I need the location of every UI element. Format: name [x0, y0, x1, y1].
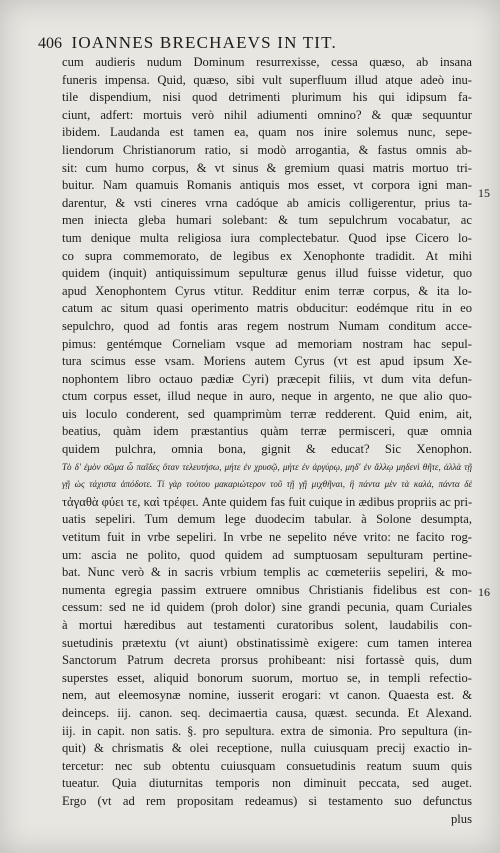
text-line: deinceps. iij. canon. seq. decimaertia causa, quæst. secunda. Et Alexand.: [62, 705, 472, 720]
text-line: beatius, quàm idem præstantius quàm terræ permisceri, quæ omnia: [62, 424, 472, 439]
text-line: ibidem. Laudanda est tamen ea, quam nos inire solemus nunc, sepe-: [62, 125, 472, 140]
text-line: nem, aut eleemosynæ nomine, iusserit erogari: vt canon. Quaesta est. &: [62, 688, 472, 703]
text-line: iij. in capit. non satis. §. pro sepultura. extra de simonia. Pro sepultura (in-: [62, 723, 472, 738]
text-line: tueatur. Quia diuturnitas temporis non diminuit peccata, sed auget.: [62, 776, 472, 791]
text-line: sit: cum humo corpus, & vt sinus & gremium quasi matris mortuo tri-: [62, 160, 472, 175]
text-line: tum denique multa religiosa iura complectebatur. Quod ipse Cicero lo-: [62, 230, 472, 245]
text-line: funeris impensa. Quid, quæso, sibi vult superfluum illud atque adeò inu-: [62, 72, 472, 87]
running-header: [38, 34, 458, 53]
greek-quotation-line: Τὸ δ' ἐμὸν σῶμα ὦ παῖδες ὅταν τελευτήσω, μήτε ἐν χρυσῷ, μήτε ἐν ἀργύρῳ, μηδ' ἐν ἄλλῳ μηδενὶ θῆτε, ἀλλὰ τῇ: [62, 461, 472, 472]
text-line: ciunt, adfert: mortuis verò nihil adiumenti omnino? & quæ sequuntur: [62, 107, 472, 122]
text-line: um: ascia ne polito, quod quidem ad sumptuosam sepulturam pertine-: [62, 547, 472, 562]
text-line: uis loculo conderent, sed quamprimùm terræ redderent. Quid enim, ait,: [62, 406, 472, 421]
text-line: darentur, & vsti cineres vrna cadóque ab amicis colligerentur, prius ta-: [62, 195, 472, 210]
catchword: plus: [451, 811, 472, 826]
text-line: superstes esset, aliquid bonorum suorum, mortuo se, in templi refectio-: [62, 670, 472, 685]
running-title: IOANNES BRECHAEVS IN TIT.: [71, 33, 337, 52]
text-line: Sanctorum Patrum decreta prorsus prohibeant: nisi fortassè quis, dum: [62, 653, 472, 668]
text-line: quidem pulchra, omnia bona, gignit & educat? Sic Xenophon.: [62, 442, 472, 457]
text-line: suetudinis prætextu (vt aiunt) obstinatissimè exigere: cum tamen interea: [62, 635, 472, 650]
text-line: liendorum Christianorum ratio, si modò arrogantia, & fastus omnis ab-: [62, 142, 472, 157]
text-line: buitur. Nam quamuis Romanis antiquis mos esset, vt corpora igni man-: [62, 178, 472, 193]
text-line: quidem (inquit) antiquissimum sepulturæ genus illud fuisse videtur, quo: [62, 266, 472, 281]
text-line: vetitum fuit in vrbe sepeliri. In vrbe ne sepelito néve vrito: ne facito rog-: [62, 530, 472, 545]
margin-number: 15: [478, 186, 490, 200]
text-line: cum audieris nudum Dominum resurrexisse, cessa quæso, ab insana: [62, 55, 472, 69]
text-line: catum ac situm quasi operimento matris obducitur: eodémque ritu in eo: [62, 301, 472, 316]
page-number: 406: [38, 35, 62, 52]
text-line: tercetur: nec sub obtentu cuiusquam consuetudinis reatum suum quis: [62, 758, 472, 773]
text-line: ctum corpus esset, illud neque in auro, neque in argento, ne que alio quo-: [62, 389, 472, 404]
text-line: Ergo (vt ad rem propositam redeamus) si testamento suo defunctus: [62, 793, 472, 808]
text-line: men iniecta gleba humari solebant: & tum sepulchrum vocabatur, ac: [62, 213, 472, 228]
text-line: quit) & chrismatis & olei receptione, nulla cuiusquam precij exactio in-: [62, 741, 472, 756]
text-line: apud Xenophontem Cyrus vtitur. Redditur enim terræ corpus, & ita lo-: [62, 283, 472, 298]
text-line: numenta egregia passim extruere omnibus Christianis fidelibus est con-: [62, 582, 472, 597]
text-line: τἀγαθὰ φύει τε, καὶ τρέφει. Ante quidem fas fuit cuique in ædibus propriis ac pri-: [62, 494, 472, 509]
text-line: co supra commemorato, de legibus ex Xenophonte tradidit. At mihi: [62, 248, 472, 263]
text-line: nophontem libro octauo pædiæ Cyri) præcepit filiis, vt dum vita defun-: [62, 371, 472, 386]
text-line: à mortui hæredibus aut testamenti curatoribus solent, laudabilis con-: [62, 618, 472, 632]
margin-number: 16: [478, 585, 490, 599]
text-line: pimus: gentémque Corneliam vsque ad memoriam nostram hac sepul-: [62, 336, 472, 351]
text-line: uatis sepeliri. Tum demum lege duodecim tabular. à Solone desumpta,: [62, 512, 472, 527]
text-line: bat. Nunc verò & in sacris vrbium templis ac cœmeteriis sepeliri, & mo-: [62, 565, 472, 580]
text-line: cessum: sed ne id quidem (proh dolor) sine grandi pecunia, quam Curiales: [62, 600, 472, 615]
text-line: tile dispendium, nisi quod detrimenti plurimum his qui idipsum fa-: [62, 90, 472, 105]
body-text: [62, 54, 472, 828]
text-line: sepulchro, quod ad fontis aras regem nostrum Numam conditum acce-: [62, 318, 472, 333]
text-line: tura scimus esse vsam. Moriens autem Cyrus (vt est apud ipsum Xe-: [62, 354, 472, 369]
greek-quotation-line: γῇ ὡς τάχιστα ἀπόδοτε. Τί γὰρ τούτου μακαριώτερον τοῦ τῇ γῇ μιχθῆναι, ἣ πάντα μὲν τὰ καλὰ, πάντα δὲ: [62, 479, 472, 490]
